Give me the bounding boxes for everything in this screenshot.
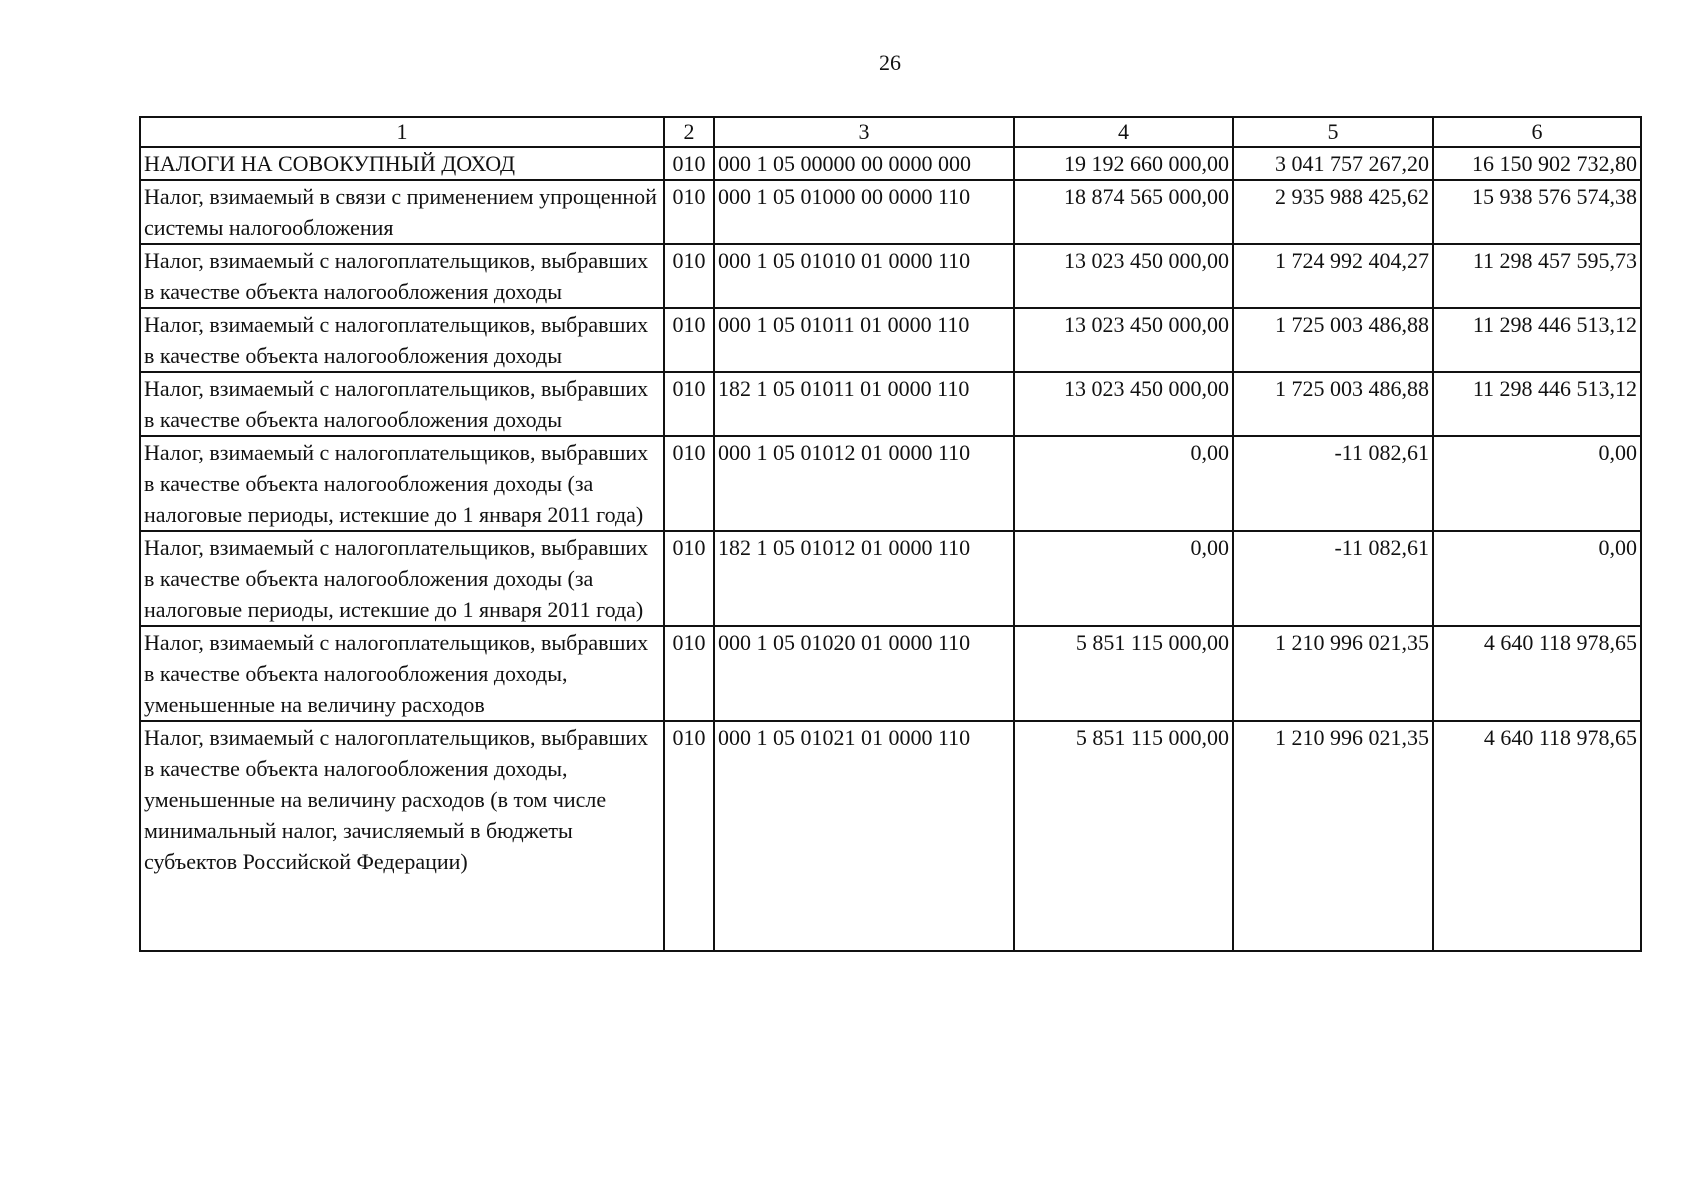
row-budget-code: 000 1 05 01012 01 0000 110 — [714, 436, 1014, 531]
table-row — [140, 372, 1641, 436]
row-budget-code: 000 1 05 00000 00 0000 000 — [714, 147, 1014, 180]
header-cell: 1 — [140, 117, 664, 147]
table-row — [140, 147, 1641, 180]
table-body — [140, 147, 1641, 951]
row-budget-code: 000 1 05 01010 01 0000 110 — [714, 244, 1014, 308]
row-name: Налог, взимаемый с налогоплательщиков, выбравших в качестве объекта налогообложения доходы — [140, 308, 664, 372]
row-line-code: 010 — [664, 147, 714, 180]
table-header — [140, 117, 1641, 147]
row-unexecuted: 0,00 — [1433, 436, 1641, 531]
row-budget-code: 182 1 05 01012 01 0000 110 — [714, 531, 1014, 626]
row-budget-code: 000 1 05 01021 01 0000 110 — [714, 721, 1014, 951]
row-unexecuted: 4 640 118 978,65 — [1433, 626, 1641, 721]
row-name: Налог, взимаемый с налогоплательщиков, выбравших в качестве объекта налогообложения доходы (за налоговые периоды, истекшие до 1 января 2011 года) — [140, 436, 664, 531]
row-line-code: 010 — [664, 531, 714, 626]
row-executed: -11 082,61 — [1233, 436, 1433, 531]
row-executed: 2 935 988 425,62 — [1233, 180, 1433, 244]
header-cell: 2 — [664, 117, 714, 147]
row-name: Налог, взимаемый с налогоплательщиков, выбравших в качестве объекта налогообложения доходы, уменьшенные на величину расходов — [140, 626, 664, 721]
table-row — [140, 308, 1641, 372]
row-line-code: 010 — [664, 626, 714, 721]
row-unexecuted: 11 298 446 513,12 — [1433, 372, 1641, 436]
row-unexecuted: 4 640 118 978,65 — [1433, 721, 1641, 951]
header-cell: 3 — [714, 117, 1014, 147]
header-cell: 5 — [1233, 117, 1433, 147]
row-executed: 1 210 996 021,35 — [1233, 626, 1433, 721]
row-approved: 18 874 565 000,00 — [1014, 180, 1233, 244]
row-approved: 13 023 450 000,00 — [1014, 308, 1233, 372]
row-unexecuted: 11 298 457 595,73 — [1433, 244, 1641, 308]
row-approved: 0,00 — [1014, 531, 1233, 626]
row-approved: 5 851 115 000,00 — [1014, 626, 1233, 721]
row-executed: 1 725 003 486,88 — [1233, 308, 1433, 372]
page-number: 26 — [879, 50, 901, 75]
row-approved: 13 023 450 000,00 — [1014, 244, 1233, 308]
table-row — [140, 531, 1641, 626]
row-approved: 13 023 450 000,00 — [1014, 372, 1233, 436]
row-executed: 1 210 996 021,35 — [1233, 721, 1433, 951]
table-row — [140, 180, 1641, 244]
row-budget-code: 182 1 05 01011 01 0000 110 — [714, 372, 1014, 436]
row-budget-code: 000 1 05 01020 01 0000 110 — [714, 626, 1014, 721]
row-name: Налог, взимаемый с налогоплательщиков, выбравших в качестве объекта налогообложения доходы — [140, 372, 664, 436]
row-unexecuted: 0,00 — [1433, 531, 1641, 626]
row-budget-code: 000 1 05 01000 00 0000 110 — [714, 180, 1014, 244]
row-name: Налог, взимаемый в связи с применением упрощенной системы налогообложения — [140, 180, 664, 244]
header-row — [140, 117, 1641, 147]
table-row — [140, 436, 1641, 531]
row-unexecuted: 16 150 902 732,80 — [1433, 147, 1641, 180]
row-line-code: 010 — [664, 244, 714, 308]
row-line-code: 010 — [664, 308, 714, 372]
row-executed: -11 082,61 — [1233, 531, 1433, 626]
row-line-code: 010 — [664, 721, 714, 951]
row-name: Налог, взимаемый с налогоплательщиков, выбравших в качестве объекта налогообложения доходы, уменьшенные на величину расходов (в том числе минимальный налог, зачисляемый в бюджеты субъектов Российской Федерации) — [140, 721, 664, 951]
row-approved: 5 851 115 000,00 — [1014, 721, 1233, 951]
table-row — [140, 721, 1641, 951]
row-executed: 3 041 757 267,20 — [1233, 147, 1433, 180]
report-table — [139, 116, 1642, 952]
row-approved: 19 192 660 000,00 — [1014, 147, 1233, 180]
row-line-code: 010 — [664, 180, 714, 244]
row-approved: 0,00 — [1014, 436, 1233, 531]
row-name: НАЛОГИ НА СОВОКУПНЫЙ ДОХОД — [140, 147, 664, 180]
row-name: Налог, взимаемый с налогоплательщиков, выбравших в качестве объекта налогообложения доходы — [140, 244, 664, 308]
row-unexecuted: 15 938 576 574,38 — [1433, 180, 1641, 244]
row-executed: 1 724 992 404,27 — [1233, 244, 1433, 308]
header-cell: 6 — [1433, 117, 1641, 147]
table-row — [140, 626, 1641, 721]
row-name: Налог, взимаемый с налогоплательщиков, выбравших в качестве объекта налогообложения доходы (за налоговые периоды, истекшие до 1 января 2011 года) — [140, 531, 664, 626]
header-cell: 4 — [1014, 117, 1233, 147]
row-line-code: 010 — [664, 372, 714, 436]
row-line-code: 010 — [664, 436, 714, 531]
table-row — [140, 244, 1641, 308]
row-unexecuted: 11 298 446 513,12 — [1433, 308, 1641, 372]
row-budget-code: 000 1 05 01011 01 0000 110 — [714, 308, 1014, 372]
row-executed: 1 725 003 486,88 — [1233, 372, 1433, 436]
